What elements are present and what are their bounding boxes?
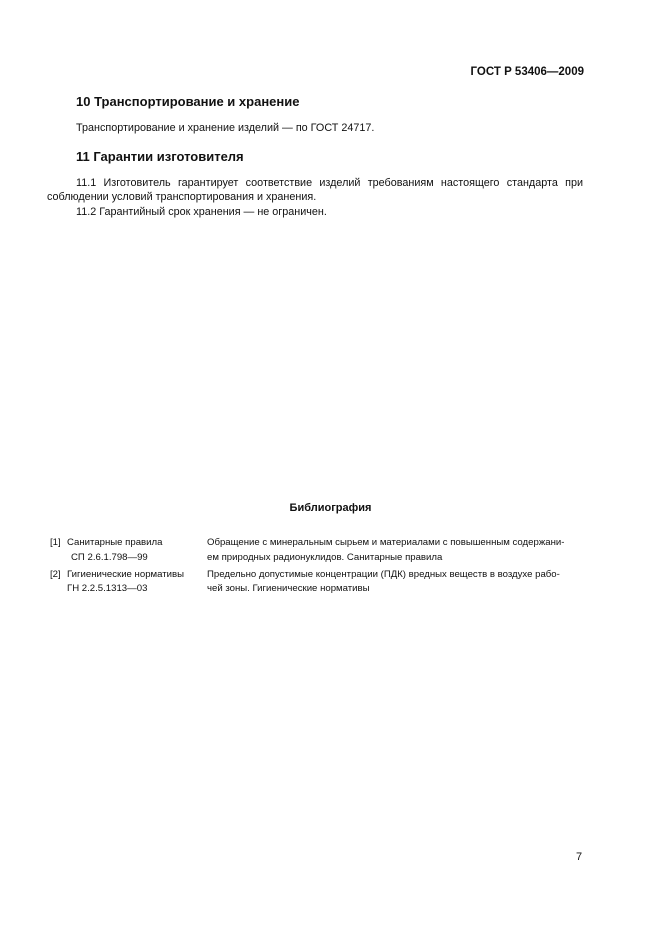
bib-item-desc-line2: ем природных радионуклидов. Санитарные правила: [207, 552, 443, 563]
section-10-title: 10 Транспортирование и хранение: [76, 94, 300, 109]
bib-item-code: ГН 2.2.5.1313—03: [67, 583, 148, 594]
bib-item-code: СП 2.6.1.798—99: [71, 552, 148, 563]
bibliography-title: Библиография: [289, 502, 372, 514]
bib-item-desc-line1: Предельно допустимые концентрации (ПДК) вредных веществ в воздухе рабо-: [207, 569, 560, 580]
section-11-p1-line2: соблюдении условий транспортирования и хранения.: [47, 191, 317, 203]
bib-item-desc-line1: Обращение с минеральным сырьем и материалами с повышенным содержани-: [207, 537, 565, 548]
bib-item-number: [1]: [50, 537, 61, 548]
section-11-title: 11 Гарантии изготовителя: [76, 149, 244, 164]
section-11-p2: 11.2 Гарантийный срок хранения — не ограничен.: [76, 206, 327, 218]
section-10-text: Транспортирование и хранение изделий — по ГОСТ 24717.: [76, 122, 375, 134]
page-number: 7: [576, 851, 583, 863]
bib-item-desc-line2: чей зоны. Гигиенические нормативы: [207, 583, 370, 594]
bib-item-name: Санитарные правила: [67, 537, 163, 548]
bib-item-name: Гигиенические нормативы: [67, 569, 184, 580]
bib-item-number: [2]: [50, 569, 61, 580]
section-11-p1-line1: 11.1 Изготовитель гарантирует соответствие изделий требованиям настоящего стандарта при: [76, 177, 583, 189]
document-code: ГОСТ Р 53406—2009: [470, 66, 584, 78]
